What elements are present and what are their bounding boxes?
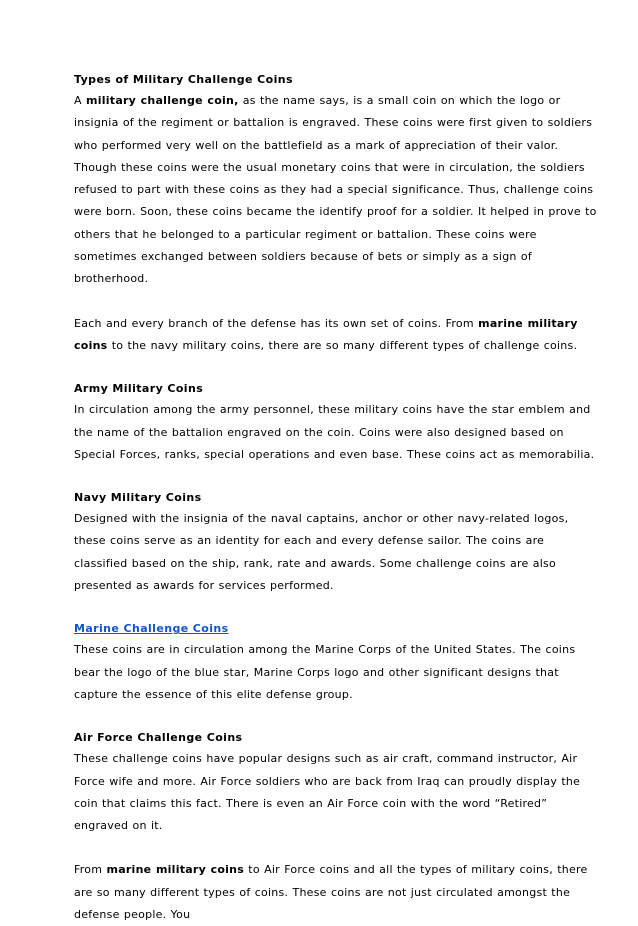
closing-keyword: marine military coins (106, 863, 245, 877)
army-section (74, 379, 598, 466)
closing-section (74, 859, 598, 926)
closing-paragraph (74, 859, 598, 926)
intro-paragraph (74, 90, 598, 291)
marine-heading-link[interactable]: Marine Challenge Coins (74, 622, 229, 636)
intro-text-c: as the name says, is a small coin on which the logo or insignia of the regiment or battalion is engraved. These coins were first given to soldiers who performed very well on the battlefield as a mark of appreciation of their valor. Though these coins were the usual monetary coins that were in circulation, the soldiers refused to part with these coins as they had a special significance. Thus, challenge coins were born. Soon, these coins became the identify proof for a soldier. It helped in prove to others that he belonged to a particular regiment or battalion. These coins were sometimes exchanged between soldiers because of bets or simply as a sign of brotherhood. (74, 94, 597, 286)
marine-paragraph: These coins are in circulation among the Marine Corps of the United States. The coins bear the logo of the blue star, Marine Corps logo and other significant designs that capture the essence of this elite defense group. (74, 643, 576, 701)
intro-heading: Types of Military Challenge Coins (74, 73, 293, 86)
intro-text-a: A (74, 94, 87, 107)
branch-keyword: marine military coins (74, 316, 578, 352)
airforce-heading: Air Force Challenge Coins (74, 731, 243, 745)
navy-heading: Navy Military Coins (74, 491, 202, 505)
closing-text-c: to Air Force coins and all the types of military coins, there are so many different types of coins. These coins are not just circulated amongst the defense people. You (74, 863, 588, 922)
branch-text-c: to the navy military coins, there are so many different types of challenge coins. (107, 338, 578, 352)
intro-keyword: military challenge coin, (86, 94, 239, 107)
army-heading: Army Military Coins (74, 382, 204, 396)
airforce-section (74, 728, 598, 837)
navy-paragraph: Designed with the insignia of the naval captains, anchor or other navy-related logos, these coins serve as an identity for each and every defense sailor. The coins are classified based on the ship, rank, rate and awards. Some challenge coins are also presented as awards for services performed. (74, 512, 569, 593)
branch-text-a: Each and every branch of the defense has its own set of coins. From (74, 316, 479, 330)
intro-section (74, 70, 598, 357)
closing-text-a: From (74, 863, 107, 877)
airforce-paragraph: These challenge coins have popular designs such as air craft, command instructor, Air Force wife and more. Air Force soldiers who are back from Iraq can proudly display the coin that claims this fact. There is even an Air Force coin with the word “Retired” engraved on it. (74, 752, 581, 833)
army-paragraph: In circulation among the army personnel, these military coins have the star emblem and the name of the battalion engraved on the coin. Coins were also designed based on Special Forces, ranks, special operations and even base. These coins act as memorabilia. (74, 403, 595, 461)
navy-section (74, 488, 598, 597)
branch-paragraph (74, 313, 598, 358)
marine-heading (74, 619, 598, 639)
marine-section (74, 619, 598, 706)
